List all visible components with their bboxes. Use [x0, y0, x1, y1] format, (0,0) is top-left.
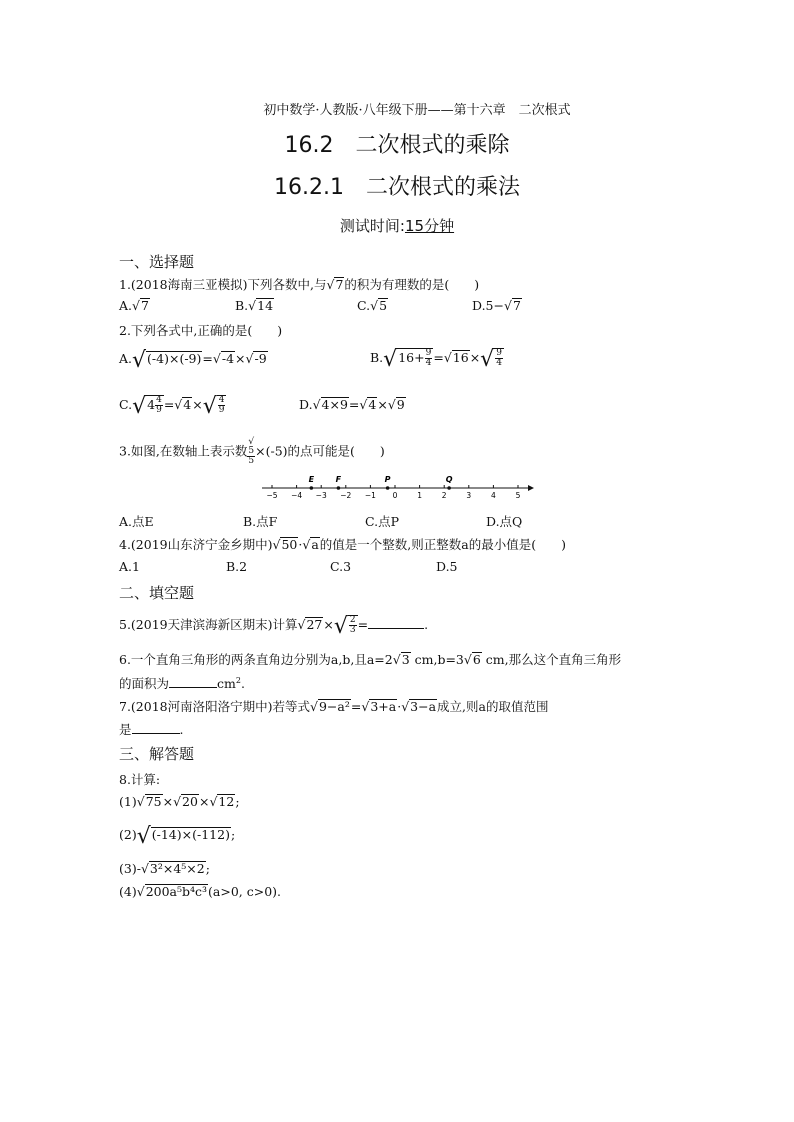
sqrt-sign: √ [173, 794, 182, 809]
sqrt-sign: √ [132, 394, 147, 419]
point-marker [337, 486, 341, 490]
question-7-line2 [119, 720, 184, 738]
q4-option-d: D.5 [436, 559, 458, 574]
unit: cm [217, 676, 236, 691]
sqrt-sign: √ [333, 614, 348, 639]
section-answer: 三、解答题 [119, 745, 195, 763]
radicand: 12 [218, 794, 235, 809]
answer-blank[interactable] [132, 721, 180, 734]
sqrt-sign: √ [463, 652, 472, 667]
condition: (a>0, c>0). [208, 884, 282, 899]
period: . [424, 617, 429, 632]
question-3 [119, 438, 385, 466]
q1-option-a [119, 298, 150, 313]
axis-tick-label: 2 [441, 491, 447, 500]
option-label: C. [357, 298, 371, 313]
radicand: 9−a² [318, 699, 350, 714]
q3-option-d: D.点Q [486, 514, 523, 529]
q7-stem-a: 7.(2018河南洛阳洛宁期中)若等式 [119, 699, 310, 714]
section-title: 16.2 二次根式的乘除 [284, 133, 510, 158]
part-label: (1) [119, 794, 137, 809]
q8-part-4 [119, 884, 281, 899]
equals: = [163, 397, 175, 412]
sqrt-sign: √ [370, 298, 379, 313]
radicand: a [311, 537, 319, 552]
q3-stem-b: ×(-5)的点可能是( ) [255, 443, 385, 459]
radicand: 20 [182, 794, 198, 809]
radicand: (-4)×(-9) [147, 351, 202, 366]
q4-option-b: B.2 [226, 559, 248, 574]
q1-stem-a: 1.(2018海南三亚模拟)下列各数中,与 [119, 277, 327, 292]
q3-option-c: C.点P [365, 514, 400, 529]
fraction: $\frac{4}{9}$ [218, 395, 225, 415]
sqrt-sign: √ [136, 824, 151, 849]
sqrt-sign: √ [392, 652, 401, 667]
equals: = [350, 699, 362, 714]
radicand: 50 [281, 537, 298, 552]
sqrt-sign: √ [132, 348, 147, 373]
q1-option-d [472, 298, 522, 313]
question-1 [119, 275, 479, 293]
times: × [377, 397, 388, 412]
dot: · [298, 537, 303, 552]
number-line [258, 470, 538, 502]
radicand: 3−a [410, 699, 437, 714]
sqrt-sign: √ [212, 351, 221, 366]
semicolon: ; [205, 861, 210, 876]
fraction: √ 5 5 [248, 437, 255, 466]
radicand: (-14)×(-112) [151, 827, 230, 842]
radicand: 16+ [398, 350, 425, 365]
option-label: A. [119, 298, 133, 313]
test-time [0, 215, 794, 236]
radicand: 4 [147, 397, 156, 412]
question-6-line2 [119, 674, 245, 692]
q4-stem-a: 4.(2019山东济宁金乡期中) [119, 537, 273, 552]
sqrt-sign: √ [202, 394, 217, 419]
q8-part-1 [119, 794, 240, 809]
equals: = [202, 351, 213, 366]
dot: · [397, 699, 402, 714]
semicolon: ; [230, 827, 236, 842]
period: . [240, 676, 245, 691]
q7-stem-b: 成立,则a的取值范围 [437, 699, 549, 714]
point-label: E [308, 475, 315, 484]
period: . [179, 722, 184, 737]
unit-exponent: 2 [235, 676, 241, 685]
radicand: 4×9 [321, 397, 348, 412]
q2-option-b [370, 348, 504, 371]
sqrt-sign: √ [140, 861, 149, 876]
option-label: A. [119, 351, 133, 366]
sqrt-sign: √ [359, 397, 368, 412]
question-4 [119, 535, 566, 553]
sqrt-sign: √ [302, 537, 311, 552]
point-marker [386, 486, 390, 490]
equals: = [348, 397, 360, 412]
radicand: 27 [306, 617, 323, 632]
point-label: F [335, 475, 342, 484]
q6-line1-a: 6.一个直角三角形的两条直角边分别为a,b,且a=2 [119, 652, 393, 667]
fraction: $\frac{9}{4}$ [496, 348, 502, 368]
axis-tick-label: −3 [315, 491, 327, 500]
axis-tick-label: −5 [266, 491, 278, 500]
times: × [469, 350, 481, 365]
q6-line2-a: 的面积为 [119, 676, 170, 691]
number-line-ticks [266, 485, 520, 500]
section-choice: 一、选择题 [119, 253, 195, 271]
question-8: 8.计算: [119, 772, 161, 787]
radicand: 3+a [370, 699, 397, 714]
sqrt-sign: √ [503, 298, 512, 313]
option-label: C. [119, 397, 133, 412]
times: × [192, 397, 203, 412]
times: × [235, 351, 246, 366]
radicand: 200a⁵b⁴c³ [145, 884, 208, 899]
axis-tick-label: 5 [515, 491, 521, 500]
q1-stem-rad: 7 [335, 277, 344, 292]
axis-tick-label: 3 [466, 491, 472, 500]
times: × [162, 794, 174, 809]
test-time-label: 测试时间: [339, 217, 405, 235]
axis-tick-label: 0 [392, 491, 398, 500]
radicand: 16 [452, 350, 469, 365]
sqrt-sign: √ [312, 397, 321, 412]
arrow-right-icon [528, 485, 534, 491]
q2-option-d [299, 397, 406, 412]
q7-line2-a: 是 [119, 722, 132, 737]
times: × [323, 617, 334, 632]
sqrt-sign: √ [361, 699, 370, 714]
sqrt-sign: √ [387, 397, 396, 412]
axis-tick-label: −1 [364, 491, 376, 500]
q4-option-a: A.1 [119, 559, 140, 574]
answer-blank[interactable] [169, 675, 217, 688]
q6-line1-b: cm,b=3 [410, 652, 464, 667]
q4-option-c: C.3 [330, 559, 352, 574]
sqrt-sign: √ [136, 884, 145, 899]
question-2: 2.下列各式中,正确的是( ) [119, 323, 283, 338]
question-5 [119, 615, 428, 638]
q1-stem-b: 的积为有理数的是( ) [344, 277, 480, 292]
section-fill: 二、填空题 [119, 584, 195, 602]
sqrt-sign: √ [401, 699, 410, 714]
part-label: (2) [119, 827, 137, 842]
fraction: $\frac{9}{4}$ [425, 348, 432, 368]
sqrt-sign: √ [297, 617, 306, 632]
sqrt-sign: √ [245, 351, 254, 366]
radicand: 9 [396, 397, 405, 412]
q3-option-a: A.点E [119, 514, 154, 529]
part-label: (3)- [119, 861, 141, 876]
sqrt-sign: √ [310, 699, 318, 714]
point-label: Q [445, 475, 453, 484]
radicand: 6 [472, 652, 481, 667]
axis-tick-label: −4 [291, 491, 303, 500]
option-label: B. [370, 350, 384, 365]
q1-option-c [357, 298, 388, 313]
point-marker [310, 486, 314, 490]
radicand: 4 [368, 397, 377, 412]
radicand: 7 [140, 298, 149, 313]
radicand: 4 [183, 397, 192, 412]
option-label: D. [299, 397, 313, 412]
question-6 [119, 650, 621, 668]
sqrt-sign: √ [132, 298, 140, 313]
answer-blank[interactable] [368, 616, 424, 629]
part-label: (4) [119, 884, 137, 899]
equals: = [357, 617, 369, 632]
radicand: 75 [145, 794, 162, 809]
q8-part-2 [119, 826, 235, 848]
point-marker [447, 486, 451, 490]
axis-tick-label: 4 [491, 491, 496, 500]
q1-option-b [235, 298, 274, 313]
q6-line1-c: cm,那么这个直角三角形 [481, 652, 622, 667]
sqrt-sign: √ [136, 794, 145, 809]
sqrt-sign: √ [326, 277, 335, 292]
q4-stem-b: 的值是一个整数,则正整数a的最小值是( ) [319, 537, 566, 552]
times: × [198, 794, 210, 809]
equals: = [433, 350, 444, 365]
option-label: B. [235, 298, 249, 313]
radicand: 3²×4⁵×2 [149, 861, 205, 876]
subsection-title: 16.2.1 二次根式的乘法 [274, 175, 520, 200]
point-label: P [384, 475, 391, 484]
axis-tick-label: 1 [417, 491, 422, 500]
radicand: 5 [379, 298, 388, 313]
radicand: 14 [257, 298, 274, 313]
fraction: $\frac{2}{3}$ [349, 615, 356, 635]
q3-stem-a: 3.如图,在数轴上表示数 [119, 443, 248, 459]
sqrt-sign: √ [248, 298, 257, 313]
q8-part-3 [119, 861, 210, 876]
question-7 [119, 697, 548, 715]
test-time-value: 15分钟 [404, 217, 455, 235]
sqrt-sign: √ [443, 350, 452, 365]
sqrt-sign: √ [272, 537, 281, 552]
q2-option-a [119, 350, 268, 372]
axis-tick-label: −2 [340, 491, 352, 500]
option-label: D.5− [472, 298, 504, 313]
sqrt-sign: √ [383, 347, 398, 372]
q3-option-b: B.点F [243, 514, 278, 529]
radicand: 7 [512, 298, 521, 313]
semicolon: ; [235, 794, 240, 809]
sqrt-sign: √ [209, 794, 218, 809]
q2-option-c [119, 395, 226, 418]
radicand: -4 [221, 351, 235, 366]
sqrt-sign: √ [480, 347, 495, 372]
page-header: 初中数学·人教版·八年级下册——第十六章 二次根式 [263, 103, 571, 118]
sqrt-sign: √ [174, 397, 183, 412]
radicand: 3 [401, 652, 410, 667]
radicand: -9 [254, 351, 267, 366]
fraction: $\frac{4}{9}$ [156, 395, 162, 415]
q5-stem-a: 5.(2019天津滨海新区期末)计算 [119, 617, 298, 632]
